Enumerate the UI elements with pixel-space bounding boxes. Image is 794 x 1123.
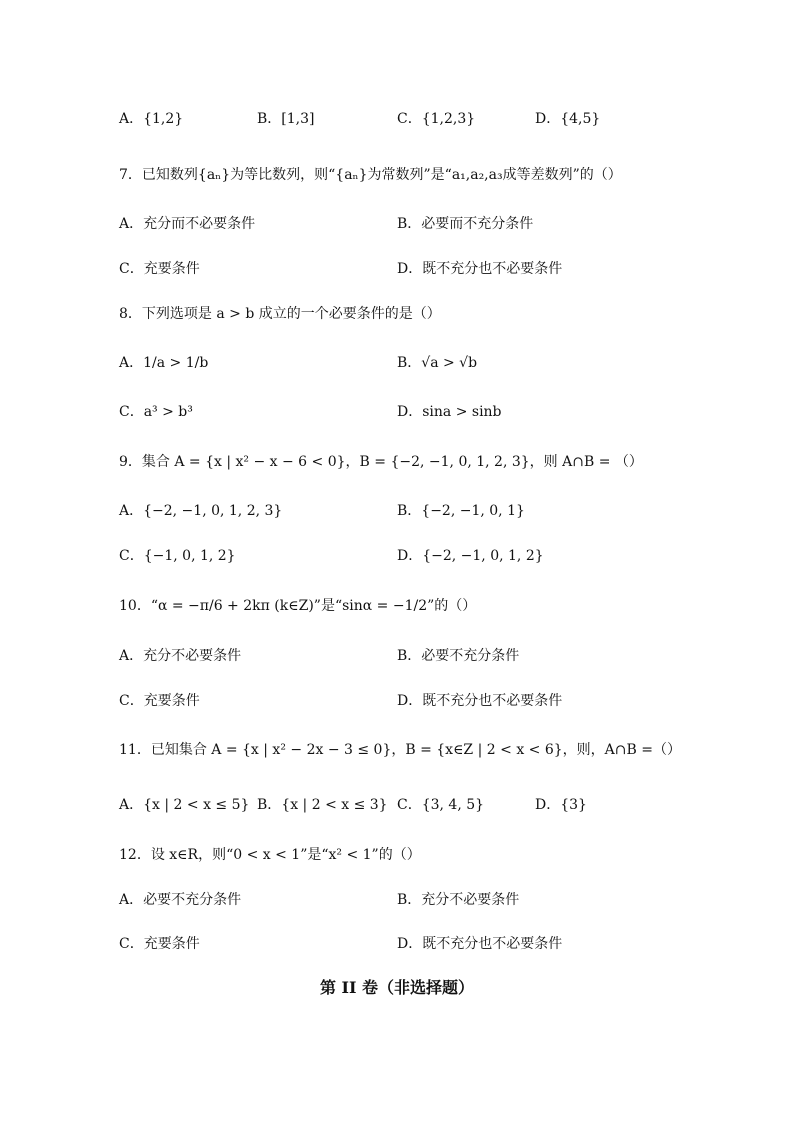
q10-stem: 10．“α = −π/6 + 2kπ (k∈Z)”是“sinα = −1/2”的（） [119, 598, 477, 614]
q10-option-b: B．必要不充分条件 [397, 648, 520, 664]
q12-stem: 12．设 x∈R，则“0 < x < 1”是“x² < 1”的（） [119, 847, 421, 863]
q12-option-d: D．既不充分也不必要条件 [397, 936, 563, 952]
q8-option-d: D．sina > sinb [397, 404, 502, 420]
q11-option-a: A．{x | 2 < x ≤ 5} [119, 797, 250, 813]
q12-option-a: A．必要不充分条件 [119, 892, 242, 908]
q10-option-a: A．充分不必要条件 [119, 648, 242, 664]
q7-stem: 7．已知数列{aₙ}为等比数列，则“{aₙ}为常数列”是“a₁,a₂,a₃成等差数列”的（） [119, 167, 622, 183]
q11-option-c: C．{3, 4, 5} [397, 797, 485, 813]
q6-option-d: D．{4,5} [535, 111, 601, 127]
q11-stem: 11．已知集合 A = {x | x² − 2x − 3 ≤ 0}，B = {x∈Z | 2 < x < 6}，则，A∩B =（） [119, 742, 681, 758]
q7-option-a: A．充分而不必要条件 [119, 216, 256, 232]
q7-option-c: C．充要条件 [119, 261, 200, 277]
q6-option-c: C．{1,2,3} [397, 111, 476, 127]
q11-option-d: D．{3} [535, 797, 587, 813]
q9-stem: 9．集合 A = {x | x² − x − 6 < 0}，B = {−2, −1, 0, 1, 2, 3}，则 A∩B = （） [119, 454, 643, 470]
q10-option-d: D．既不充分也不必要条件 [397, 693, 563, 709]
q9-option-b: B．{−2, −1, 0, 1} [397, 503, 525, 519]
q6-option-b: B．[1,3] [257, 111, 315, 127]
q12-option-c: C．充要条件 [119, 936, 200, 952]
q9-option-d: D．{−2, −1, 0, 1, 2} [397, 548, 544, 564]
q8-option-a: A．1/a > 1/b [119, 355, 209, 371]
q7-option-d: D．既不充分也不必要条件 [397, 261, 563, 277]
q6-option-a: A．{1,2} [119, 111, 184, 127]
q9-option-a: A．{−2, −1, 0, 1, 2, 3} [119, 503, 283, 519]
q10-option-c: C．充要条件 [119, 693, 200, 709]
q12-option-b: B．充分不必要条件 [397, 892, 520, 908]
q7-option-b: B．必要而不充分条件 [397, 216, 534, 232]
q11-option-b: B．{x | 2 < x ≤ 3} [257, 797, 388, 813]
q8-option-b: B．√a > √b [397, 355, 478, 371]
q9-option-c: C．{−1, 0, 1, 2} [119, 548, 236, 564]
section-title: 第 II 卷（非选择题） [319, 978, 475, 997]
q8-stem: 8．下列选项是 a > b 成立的一个必要条件的是（） [119, 306, 441, 322]
q8-option-c: C．a³ > b³ [119, 404, 193, 420]
